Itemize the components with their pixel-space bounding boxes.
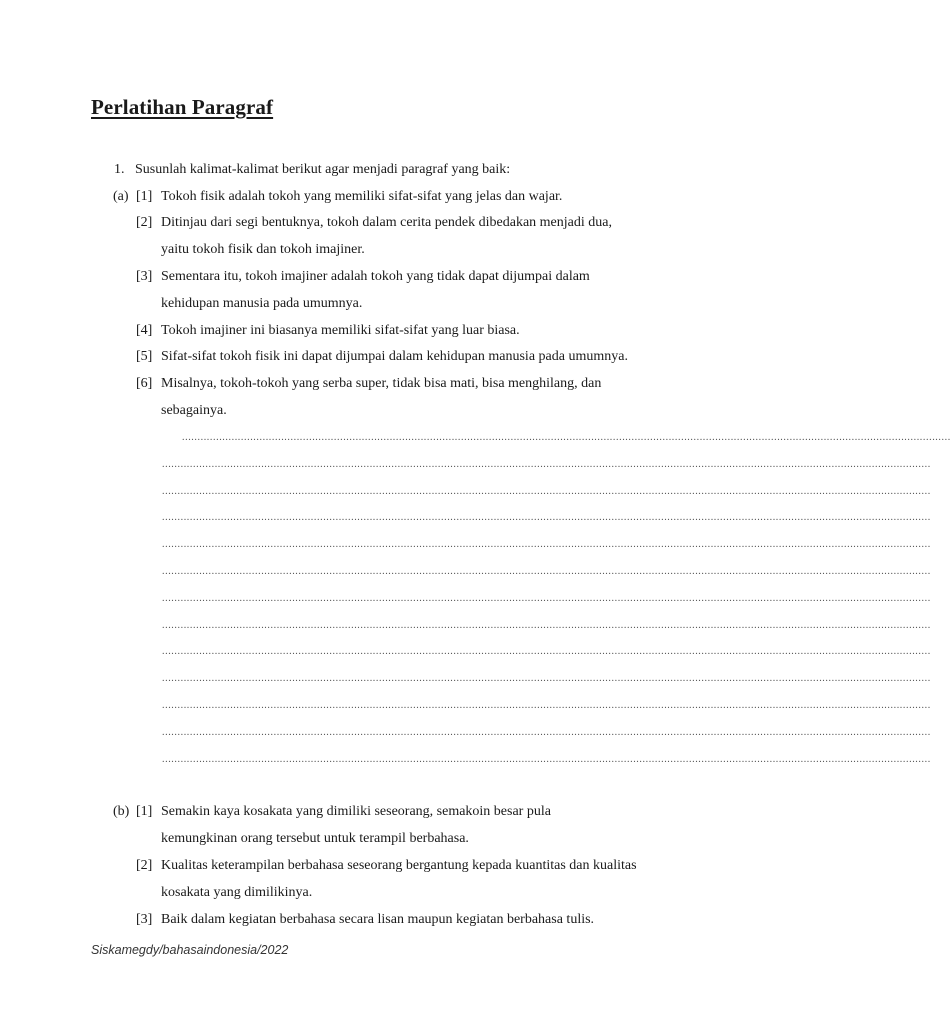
part-a-label: (a) <box>113 189 129 204</box>
answer-dotted-line: ........................................................................................................................................................................................................................................................ <box>162 673 931 685</box>
answer-dotted-line: ........................................................................................................................................................................................................................................................ <box>162 592 931 604</box>
answer-dotted-line: ........................................................................................................................................................................................................................................................ <box>162 753 931 765</box>
part-b-item-1-number: [1] <box>136 804 153 819</box>
part-b-item-3-number: [3] <box>136 912 153 927</box>
part-a-item-2-line-2: yaitu tokoh fisik dan tokoh imajiner. <box>161 242 365 257</box>
part-b-item-2-line-2: kosakata yang dimilikinya. <box>161 885 313 900</box>
answer-dotted-line: ........................................................................................................................................................................................................................................................ <box>162 726 931 738</box>
footer-credit: Siskamegdy/bahasaindonesia/2022 <box>91 943 289 957</box>
question-number: 1. <box>114 162 125 177</box>
part-a-item-4-line-1: Tokoh imajiner ini biasanya memiliki sifat-sifat yang luar biasa. <box>161 323 520 338</box>
part-a-item-3-line-2: kehidupan manusia pada umumnya. <box>161 296 363 311</box>
part-a-item-5-number: [5] <box>136 349 153 364</box>
part-b-item-2-number: [2] <box>136 858 153 873</box>
part-a-item-3-number: [3] <box>136 269 153 284</box>
answer-dotted-line: ........................................................................................................................................................................................................................................................ <box>162 512 931 524</box>
answer-dotted-line: ........................................................................................................................................................................................................................................................ <box>162 485 931 497</box>
part-a-item-6-number: [6] <box>136 376 153 391</box>
part-a-item-6-line-1: Misalnya, tokoh-tokoh yang serba super, tidak bisa mati, bisa menghilang, dan <box>161 376 602 391</box>
part-b-item-3-line-1: Baik dalam kegiatan berbahasa secara lisan maupun kegiatan berbahasa tulis. <box>161 912 595 927</box>
answer-dotted-line: ........................................................................................................................................................................................................................................................ <box>162 539 931 551</box>
answer-dotted-line: ........................................................................................................................................................................................................................................................ <box>162 619 931 631</box>
question-text: Susunlah kalimat-kalimat berikut agar menjadi paragraf yang baik: <box>135 162 511 177</box>
part-b-item-2-line-1: Kualitas keterampilan berbahasa seseorang bergantung kepada kuantitas dan kualitas <box>161 858 637 873</box>
answer-dotted-line: ........................................................................................................................................................................................................................................................ <box>162 700 931 711</box>
part-b-item-1-line-2: kemungkinan orang tersebut untuk terampil berbahasa. <box>161 831 469 846</box>
part-a-item-6-line-2: sebagainya. <box>161 403 227 418</box>
answer-dotted-line: ........................................................................................................................................................................................................................................................ <box>162 458 931 470</box>
answer-dotted-line: ........................................................................................................................................................................................................................................................ <box>162 566 931 577</box>
part-a-item-4-number: [4] <box>136 323 153 338</box>
answer-dotted-line: ........................................................................................................................................................................................................................................................ <box>162 646 931 658</box>
part-a-item-2-number: [2] <box>136 215 153 230</box>
part-a-item-3-line-1: Sementara itu, tokoh imajiner adalah tokoh yang tidak dapat dijumpai dalam <box>161 269 590 284</box>
part-a-item-1-number: [1] <box>136 189 153 204</box>
part-b-item-1-line-1: Semakin kaya kosakata yang dimiliki seseorang, semakoin besar pula <box>161 804 551 819</box>
part-a-item-2-line-1: Ditinjau dari segi bentuknya, tokoh dalam cerita pendek dibedakan menjadi dua, <box>161 215 612 230</box>
part-a-item-5-line-1: Sifat-sifat tokoh fisik ini dapat dijumpai dalam kehidupan manusia pada umumnya. <box>161 349 628 364</box>
answer-dotted-line: ........................................................................................................................................................................................................................................................ <box>182 432 951 443</box>
page-title: Perlatihan Paragraf <box>91 95 274 119</box>
part-a-item-1-line-1: Tokoh fisik adalah tokoh yang memiliki sifat-sifat yang jelas dan wajar. <box>161 189 563 204</box>
part-b-label: (b) <box>113 804 130 819</box>
